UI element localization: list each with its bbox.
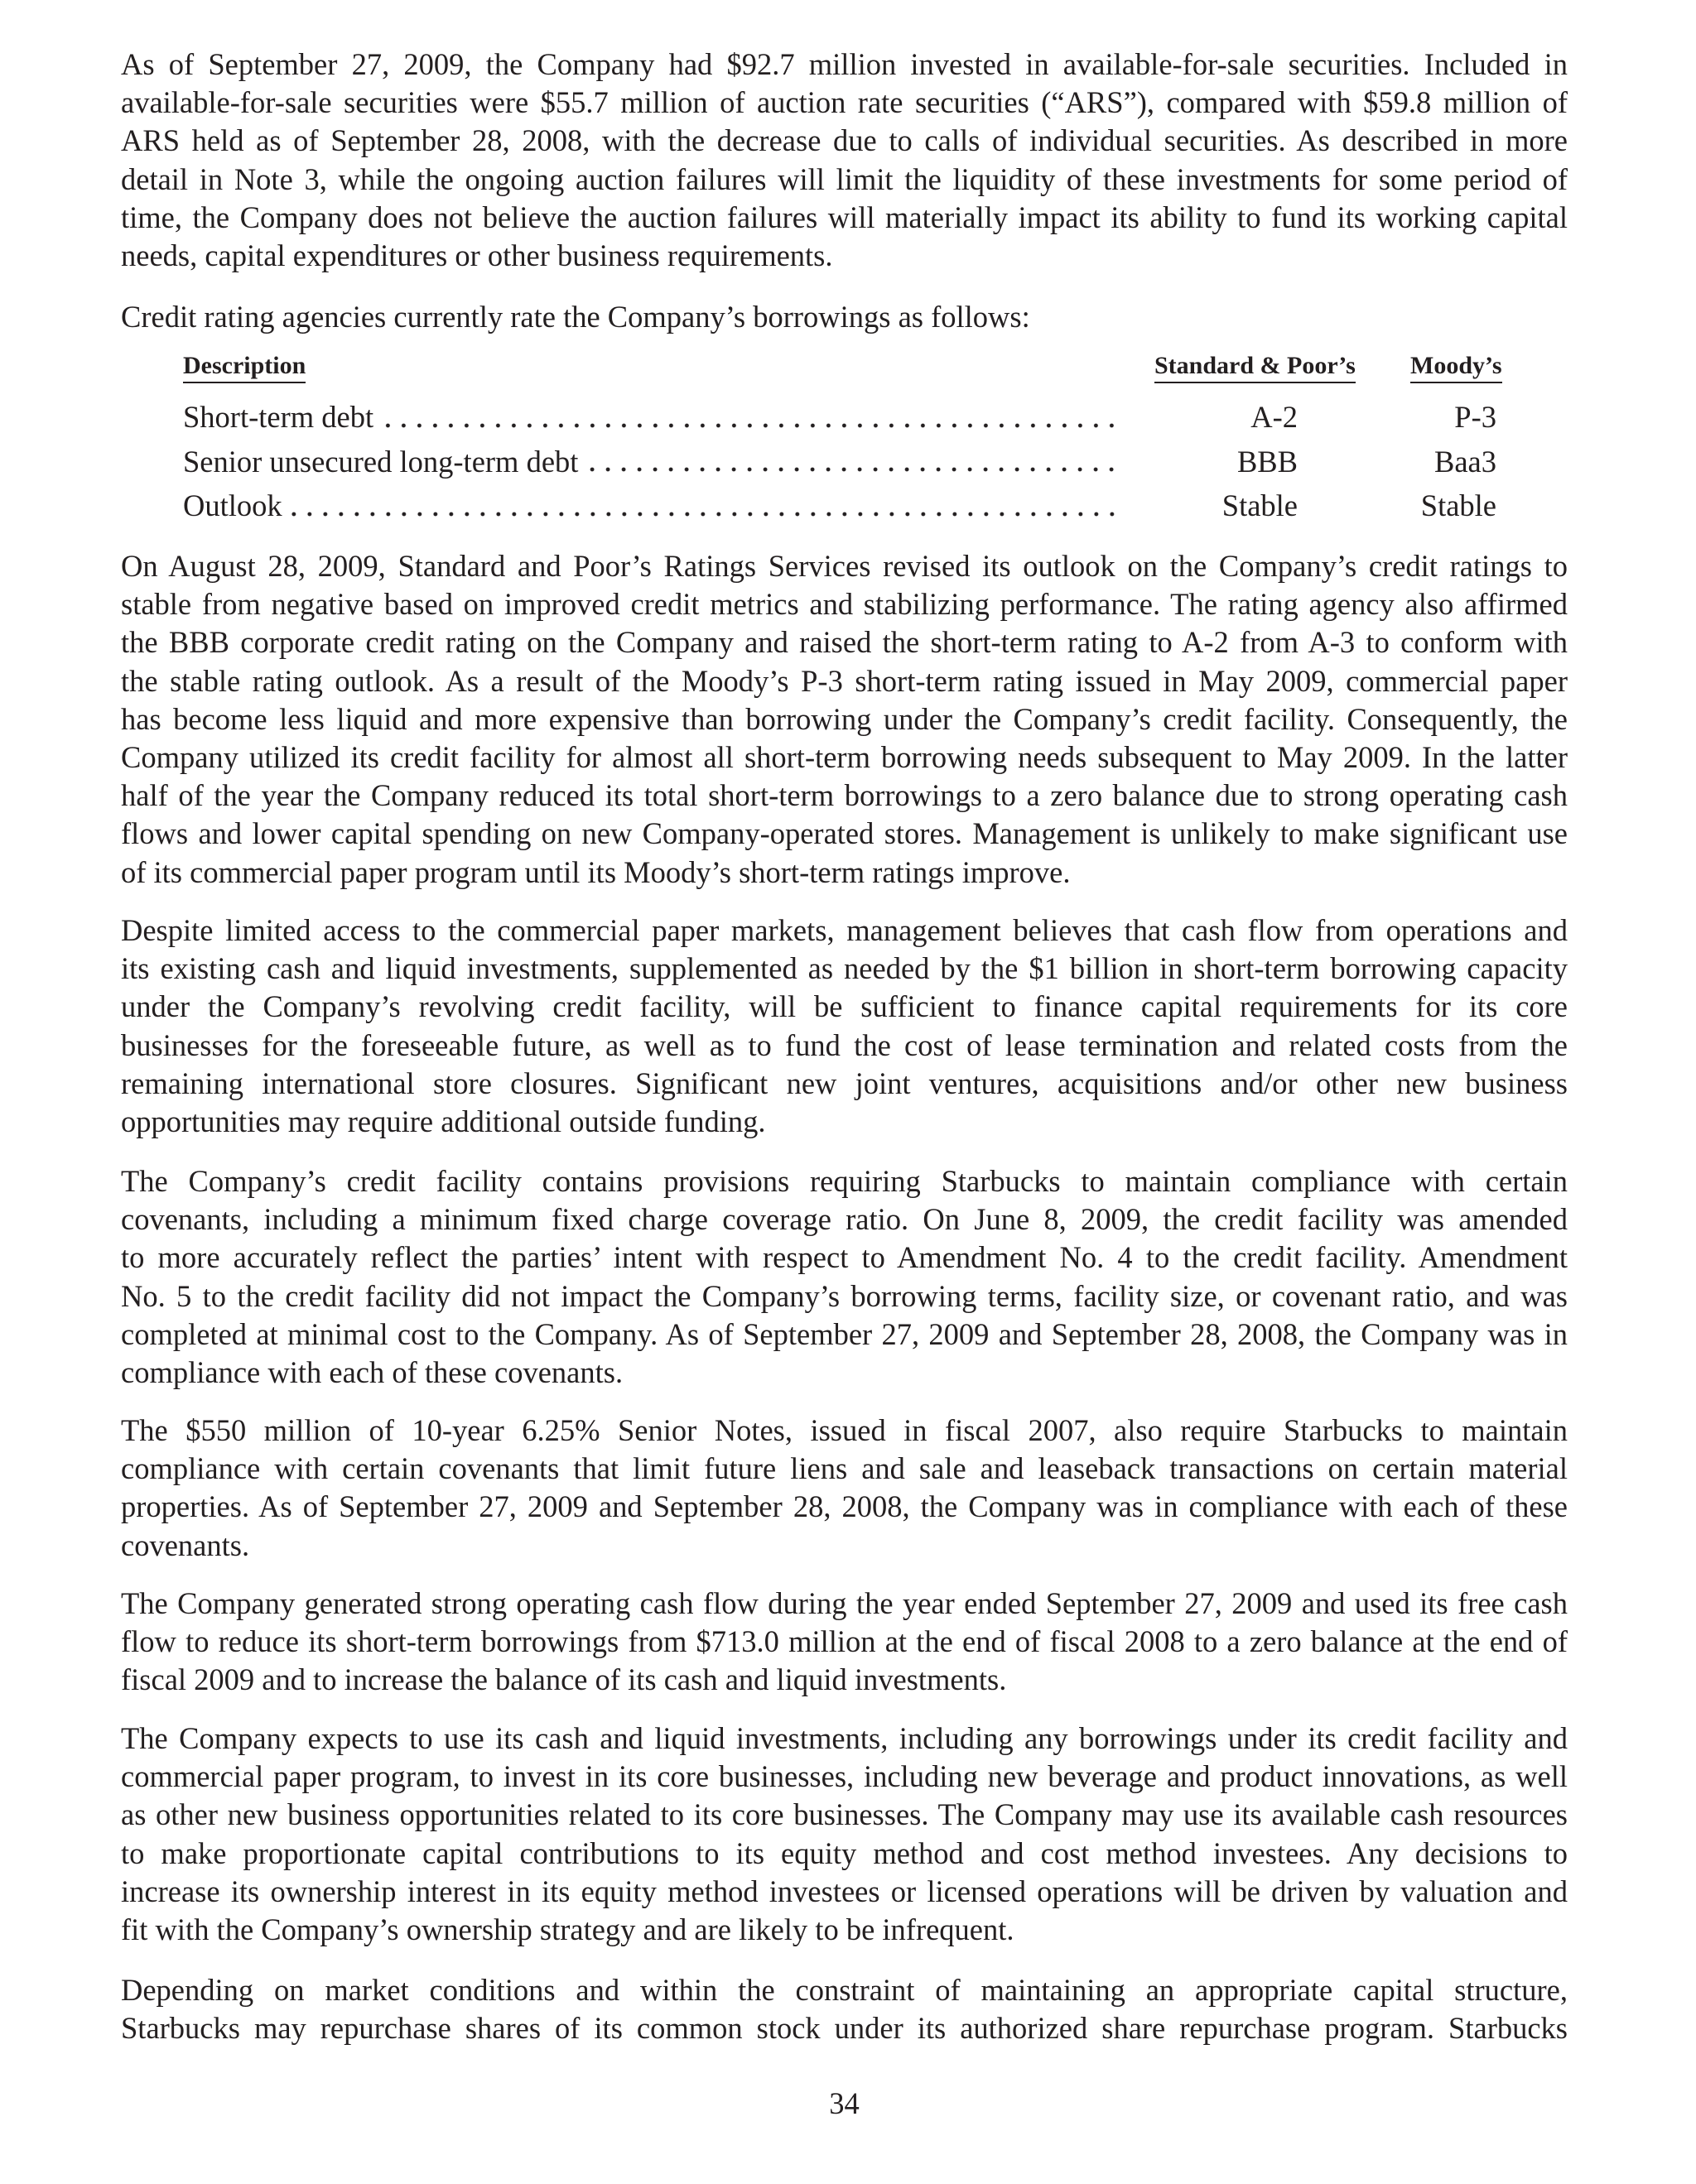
text-line: detail in Note 3, while the ongoing auction failures will limit the liquidity of these investments for some period of bbox=[121, 161, 1568, 196]
paragraph-use-of-cash bbox=[121, 1720, 1568, 1949]
table-header-description: Description bbox=[183, 350, 306, 383]
cell-standard-poors: BBB bbox=[1236, 444, 1298, 479]
text-line: commercial paper program, to invest in its core businesses, including new beverage and product innovations, as well bbox=[121, 1759, 1568, 1794]
dot-leader bbox=[380, 422, 1120, 429]
row-label: Short-term debt bbox=[183, 400, 374, 434]
text-line: As of September 27, 2009, the Company had $92.7 million invested in available-for-sale securities. Included in bbox=[121, 47, 1568, 81]
text-line: compliance with certain covenants that limit future liens and sale and leaseback transactions on certain material bbox=[121, 1451, 1568, 1486]
table-header-standard-poors: Standard & Poor’s bbox=[1154, 350, 1356, 383]
cell-moodys: Baa3 bbox=[1434, 444, 1496, 479]
text-line: has become less liquid and more expensive than borrowing under the Company’s credit facility. Consequently, the bbox=[121, 701, 1568, 736]
text-line: of its commercial paper program until its Moody’s short-term ratings improve. bbox=[121, 854, 1071, 889]
row-label-cell bbox=[183, 440, 1120, 484]
text-line: to more accurately reflect the parties’ intent with respect to Amendment No. 4 to the credit facility. Amendment bbox=[121, 1240, 1568, 1275]
paragraph-rating-outlook bbox=[121, 547, 1568, 892]
paragraph-credit-facility-covenants bbox=[121, 1162, 1568, 1392]
text-line: the stable rating outlook. As a result of the Moody’s P-3 short-term rating issued in May 2009, commercial paper bbox=[121, 663, 1568, 698]
paragraph-credit-rating-intro bbox=[121, 298, 1568, 336]
paragraph-operating-cash-flow bbox=[121, 1585, 1568, 1700]
dot-leader bbox=[585, 466, 1120, 473]
text-line: the BBB corporate credit rating on the Company and raised the short-term rating to A-2 from A-3 to conform with bbox=[121, 625, 1568, 660]
text-line: Credit rating agencies currently rate the Company’s borrowings as follows: bbox=[121, 300, 1030, 334]
text-line: businesses for the foreseeable future, as well as to fund the cost of lease termination and related costs from the bbox=[121, 1027, 1568, 1062]
text-line: Despite limited access to the commercial paper markets, management believes that cash flow from operations and bbox=[121, 913, 1568, 947]
paragraph-liquidity bbox=[121, 912, 1568, 1141]
table-row bbox=[0, 483, 1696, 528]
text-line: The Company’s credit facility contains provisions requiring Starbucks to maintain compliance with certain bbox=[121, 1164, 1568, 1198]
table-row bbox=[0, 440, 1696, 484]
row-label-cell bbox=[183, 483, 1120, 528]
text-line: Starbucks may repurchase shares of its common stock under its authorized share repurchase program. Starbucks bbox=[121, 2011, 1568, 2046]
text-line: flows and lower capital spending on new Company-operated stores. Management is unlikely to make significant use bbox=[121, 816, 1568, 851]
text-line: increase its ownership interest in its equity method investees or licensed operations will be driven by valuation and bbox=[121, 1874, 1568, 1908]
text-line: The $550 million of 10-year 6.25% Senior Notes, issued in fiscal 2007, also require Starbucks to maintain bbox=[121, 1413, 1568, 1447]
text-line: time, the Company does not believe the auction failures will materially impact its ability to fund its working capital bbox=[121, 200, 1568, 234]
text-line: as other new business opportunities related to its core businesses. The Company may use its available cash resources bbox=[121, 1797, 1568, 1832]
text-line: available-for-sale securities were $55.7 million of auction rate securities (“ARS”), compared with $59.8 million of bbox=[121, 85, 1568, 120]
text-line: its existing cash and liquid investments, supplemented as needed by the $1 billion in short-term borrowing capacity bbox=[121, 951, 1568, 986]
text-line: half of the year the Company reduced its total short-term borrowings to a zero balance due to strong operating cash bbox=[121, 778, 1568, 813]
text-line: The Company generated strong operating cash flow during the year ended September 27, 2009 and used its free cash bbox=[121, 1586, 1568, 1620]
cell-standard-poors: Stable bbox=[1221, 488, 1298, 522]
text-line: to make proportionate capital contributions to its equity method and cost method investees. Any decisions to bbox=[121, 1835, 1568, 1870]
text-line: covenants. bbox=[121, 1527, 250, 1562]
table-row bbox=[0, 395, 1696, 440]
text-line: under the Company’s revolving credit facility, will be sufficient to finance capital requirements for its core bbox=[121, 989, 1568, 1024]
dot-leader bbox=[289, 511, 1120, 517]
cell-moodys: P-3 bbox=[1454, 400, 1496, 434]
text-line: stable from negative based on improved credit metrics and stabilizing performance. The rating agency also affirmed bbox=[121, 587, 1568, 622]
text-line: remaining international store closures. Significant new joint ventures, acquisitions and/or other new business bbox=[121, 1066, 1568, 1100]
text-line: properties. As of September 27, 2009 and September 28, 2008, the Company was in compliance with each of these bbox=[121, 1489, 1568, 1524]
text-line: covenants, including a minimum fixed charge coverage ratio. On June 8, 2009, the credit facility was amended bbox=[121, 1202, 1568, 1237]
text-line: On August 28, 2009, Standard and Poor’s Ratings Services revised its outlook on the Company’s credit ratings to bbox=[121, 549, 1568, 583]
text-line: The Company expects to use its cash and liquid investments, including any borrowings under its credit facility and bbox=[121, 1721, 1568, 1755]
table-body bbox=[0, 395, 1696, 528]
row-label-cell bbox=[183, 395, 1120, 440]
text-line: opportunities may require additional outside funding. bbox=[121, 1104, 766, 1138]
credit-ratings-table bbox=[0, 350, 1696, 532]
cell-standard-poors: A-2 bbox=[1250, 400, 1298, 434]
text-line: fiscal 2009 and to increase the balance of its cash and liquid investments. bbox=[121, 1662, 1007, 1697]
text-line: fit with the Company’s ownership strategy and are likely to be infrequent. bbox=[121, 1912, 1014, 1946]
table-header-moodys: Moody’s bbox=[1410, 350, 1502, 383]
paragraph-senior-notes bbox=[121, 1412, 1568, 1565]
text-line: compliance with each of these covenants. bbox=[121, 1354, 624, 1389]
text-line: flow to reduce its short-term borrowings from $713.0 million at the end of fiscal 2008 to a zero balance at the end of bbox=[121, 1624, 1568, 1659]
text-line: needs, capital expenditures or other business requirements. bbox=[121, 238, 833, 272]
text-line: No. 5 to the credit facility did not impact the Company’s borrowing terms, facility size, or covenant ratio, and was bbox=[121, 1278, 1568, 1313]
text-line: ARS held as of September 28, 2008, with the decrease due to calls of individual securities. As described in more bbox=[121, 123, 1568, 158]
text-line: Depending on market conditions and within the constraint of maintaining an appropriate capital structure, bbox=[121, 1973, 1568, 2007]
paragraph-share-repurchase bbox=[121, 1971, 1568, 2047]
row-label: Senior unsecured long-term debt bbox=[183, 444, 579, 479]
row-label: Outlook bbox=[183, 488, 282, 522]
text-line: completed at minimal cost to the Company. As of September 27, 2009 and September 28, 2008, the Company was in bbox=[121, 1316, 1568, 1351]
cell-moodys: Stable bbox=[1420, 488, 1496, 522]
paragraph-available-for-sale-securities bbox=[121, 46, 1568, 275]
text-line: Company utilized its credit facility for almost all short-term borrowing needs subsequent to May 2009. In the latter bbox=[121, 739, 1568, 774]
page-number: 34 bbox=[829, 2086, 860, 2120]
